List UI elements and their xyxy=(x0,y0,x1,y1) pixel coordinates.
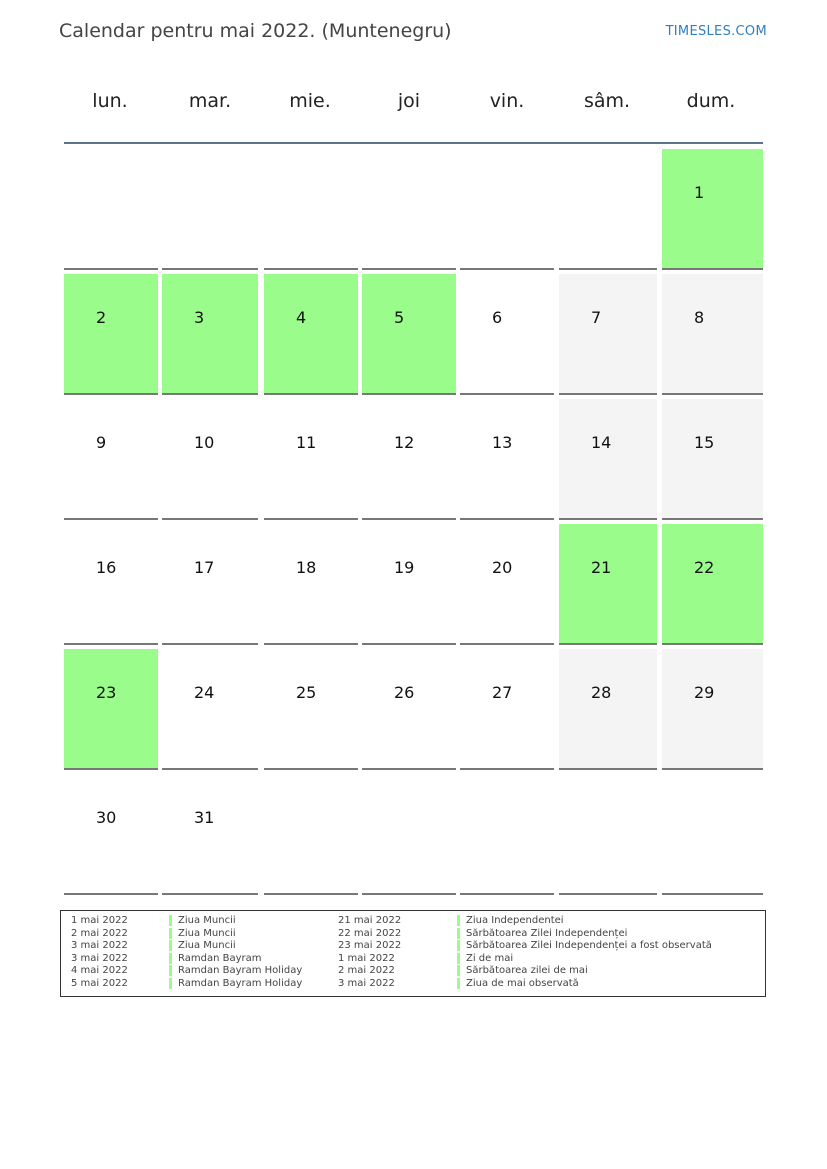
calendar-day-cell xyxy=(162,274,258,395)
legend-date: 1 mai 2022 xyxy=(71,915,128,926)
calendar-day-cell xyxy=(460,274,554,395)
day-number: 23 xyxy=(96,683,117,702)
calendar-day-cell xyxy=(662,649,763,770)
day-number: 31 xyxy=(194,808,215,827)
day-number: 6 xyxy=(492,308,503,327)
calendar-day-cell xyxy=(460,524,554,645)
legend-date: 3 mai 2022 xyxy=(71,952,128,964)
day-number: 5 xyxy=(394,308,405,327)
day-number: 7 xyxy=(591,308,602,327)
day-number: 15 xyxy=(694,433,715,452)
day-number: 19 xyxy=(394,558,415,577)
calendar-empty-cell xyxy=(559,774,657,895)
legend-date: 3 mai 2022 xyxy=(71,940,128,951)
calendar-empty-cell xyxy=(362,774,456,895)
calendar-day-cell xyxy=(559,274,657,395)
day-number: 17 xyxy=(194,558,215,577)
day-number: 16 xyxy=(96,558,117,577)
calendar-empty-cell xyxy=(362,149,456,270)
day-number: 22 xyxy=(694,558,715,577)
day-number: 9 xyxy=(96,433,107,452)
day-number: 20 xyxy=(492,558,513,577)
calendar-empty-cell xyxy=(460,149,554,270)
calendar-day-cell xyxy=(264,399,358,520)
legend-holiday-name: Ramdan Bayram Holiday xyxy=(169,978,302,989)
legend-date: 22 mai 2022 xyxy=(338,927,402,939)
calendar-empty-cell xyxy=(559,149,657,270)
calendar-day-cell xyxy=(264,649,358,770)
legend-date: 3 mai 2022 xyxy=(338,977,395,989)
day-number: 27 xyxy=(492,683,513,702)
legend-holiday-name: Ziua Muncii xyxy=(169,915,236,926)
calendar-day-cell xyxy=(162,399,258,520)
calendar-day-cell xyxy=(662,149,763,270)
legend-date: 4 mai 2022 xyxy=(71,965,128,976)
legend-holiday-name: Ramdan Bayram xyxy=(169,953,261,964)
calendar-day-cell xyxy=(64,774,158,895)
day-number: 1 xyxy=(694,183,705,202)
calendar-empty-cell xyxy=(460,774,554,895)
calendar-day-cell xyxy=(64,399,158,520)
calendar-empty-cell xyxy=(64,149,158,270)
day-number: 10 xyxy=(194,433,215,452)
calendar-day-cell xyxy=(264,274,358,395)
weekday-label: sâm. xyxy=(583,90,631,112)
calendar-day-cell xyxy=(662,399,763,520)
calendar-day-cell xyxy=(460,649,554,770)
calendar-day-cell xyxy=(662,524,763,645)
calendar-day-cell xyxy=(559,649,657,770)
day-number: 29 xyxy=(694,683,715,702)
weekday-header-row xyxy=(61,90,764,120)
weekday-label: vin. xyxy=(489,90,525,112)
day-number: 2 xyxy=(96,308,107,327)
day-number: 18 xyxy=(296,558,317,577)
legend-holiday-name: Ziua Muncii xyxy=(169,940,236,951)
calendar-day-cell xyxy=(362,274,456,395)
legend-holiday-name: Ramdan Bayram Holiday xyxy=(169,965,302,976)
day-number: 12 xyxy=(394,433,415,452)
calendar-day-cell xyxy=(64,649,158,770)
calendar-day-cell xyxy=(460,399,554,520)
weekday-label: mie. xyxy=(289,90,331,112)
calendar-empty-cell xyxy=(162,149,258,270)
day-number: 21 xyxy=(591,558,612,577)
legend-holiday-name: Sărbătoarea Zilei Independenței xyxy=(457,928,627,939)
weekday-label: dum. xyxy=(686,90,736,112)
calendar-day-cell xyxy=(64,274,158,395)
legend-date: 2 mai 2022 xyxy=(338,965,395,976)
calendar-empty-cell xyxy=(264,774,358,895)
legend-holiday-name: Ziua Muncii xyxy=(169,928,236,939)
calendar-day-cell xyxy=(362,399,456,520)
legend-date: 21 mai 2022 xyxy=(338,915,402,926)
calendar-day-cell xyxy=(264,524,358,645)
header-divider xyxy=(64,142,763,144)
weekday-label: lun. xyxy=(92,90,128,112)
day-number: 4 xyxy=(296,308,307,327)
day-number: 13 xyxy=(492,433,513,452)
calendar-day-cell xyxy=(559,399,657,520)
calendar-day-cell xyxy=(362,524,456,645)
calendar-day-cell xyxy=(64,524,158,645)
calendar-day-cell xyxy=(662,274,763,395)
legend-holiday-name: Sărbătoarea Zilei Independenței a fost observată xyxy=(457,940,712,951)
day-number: 24 xyxy=(194,683,215,702)
page-title: Calendar pentru mai 2022. (Muntenegru) xyxy=(59,20,452,42)
legend-date: 2 mai 2022 xyxy=(71,927,128,939)
legend-date: 5 mai 2022 xyxy=(71,977,128,989)
calendar-day-cell xyxy=(162,649,258,770)
calendar-day-cell xyxy=(162,524,258,645)
holiday-legend xyxy=(60,910,766,997)
brand-link[interactable]: TIMESLES.COM xyxy=(665,24,767,39)
legend-holiday-name: Sărbătoarea zilei de mai xyxy=(457,965,588,976)
legend-holiday-name: Zi de mai xyxy=(457,953,513,964)
legend-holiday-name: Ziua Independentei xyxy=(457,915,564,926)
day-number: 8 xyxy=(694,308,705,327)
day-number: 11 xyxy=(296,433,317,452)
day-number: 30 xyxy=(96,808,117,827)
calendar-day-cell xyxy=(559,524,657,645)
day-number: 28 xyxy=(591,683,612,702)
weekday-label: mar. xyxy=(188,90,232,112)
day-number: 26 xyxy=(394,683,415,702)
legend-date: 23 mai 2022 xyxy=(338,940,402,951)
day-number: 25 xyxy=(296,683,317,702)
calendar-empty-cell xyxy=(264,149,358,270)
calendar-empty-cell xyxy=(662,774,763,895)
weekday-label: joi xyxy=(397,90,421,112)
legend-date: 1 mai 2022 xyxy=(338,952,395,964)
day-number: 14 xyxy=(591,433,612,452)
day-number: 3 xyxy=(194,308,205,327)
calendar-day-cell xyxy=(362,649,456,770)
calendar-day-cell xyxy=(162,774,258,895)
legend-holiday-name: Ziua de mai observată xyxy=(457,978,579,989)
